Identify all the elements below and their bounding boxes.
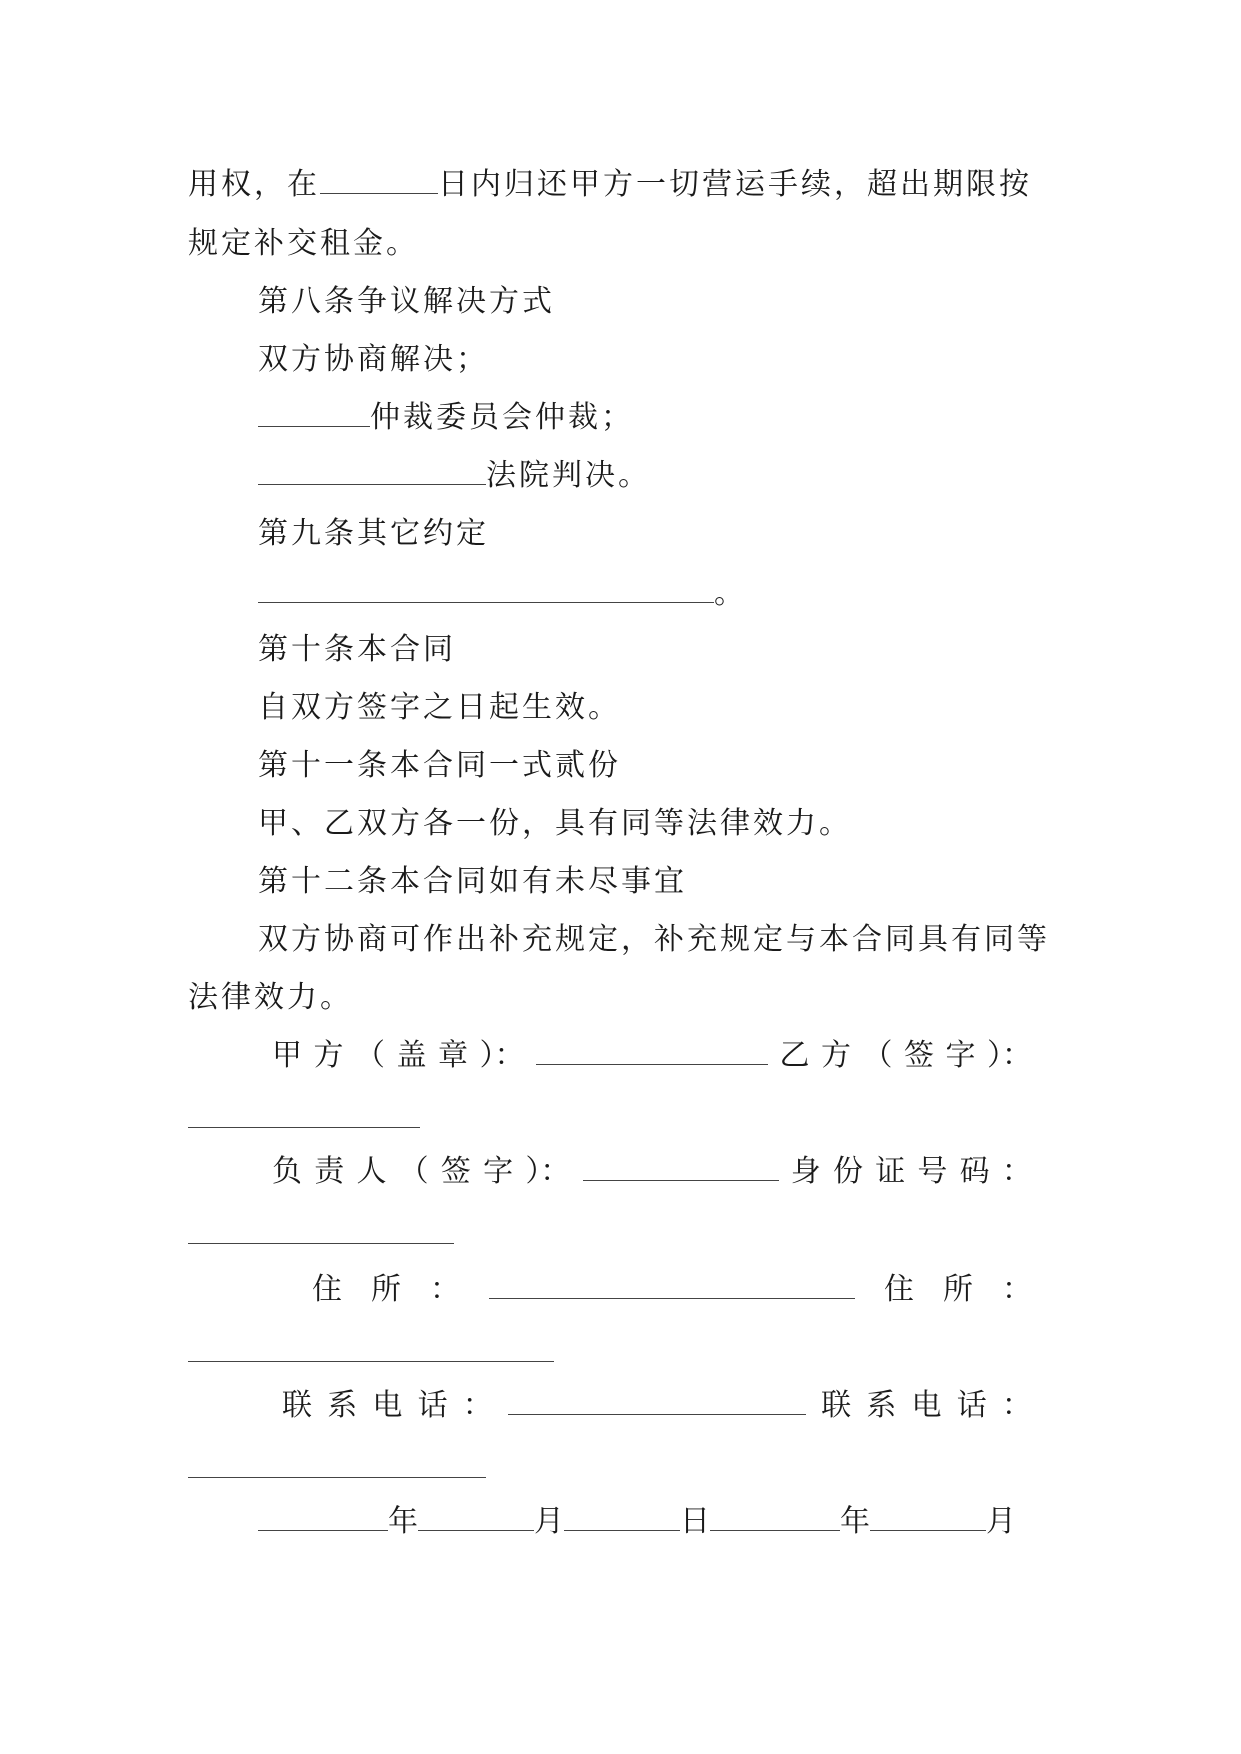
paragraph-line: 规定补交租金。 [188,226,419,261]
month-b-field[interactable] [870,1504,986,1531]
text: 。 [714,576,747,611]
party-b-label-char: （ [862,1038,893,1073]
article-11-text: 甲、乙双方各一份，具有同等法律效力。 [258,806,852,841]
article-9-title: 第九条其它约定 [258,516,489,551]
party-a-label-char: 章 [438,1038,468,1073]
blank-field[interactable] [320,167,438,194]
phone-b-label-char: 话 [956,1388,987,1423]
address-a-label-char: ： [430,1272,460,1307]
phone-b-label-char: 电 [911,1388,942,1423]
signature-party-row [272,1036,1032,1076]
signature-person-row [272,1152,1032,1192]
address-b-label-char: 住 [884,1272,914,1307]
paragraph-line [188,165,1032,205]
article-12-title: 第十二条本合同如有未尽事宜 [258,864,687,899]
address-b-field[interactable] [188,1360,554,1362]
year-label: 年 [388,1504,418,1539]
address-a-field[interactable] [489,1272,855,1299]
person-label-char: 负 [272,1154,302,1189]
party-a-label-char: 盖 [396,1038,427,1073]
party-a-label-char: 方 [313,1038,344,1073]
signature-address-row [312,1270,1032,1310]
id-label-char: 身 [790,1154,821,1189]
text: 法院判决。 [486,458,651,493]
address-a-label-char: 住 [312,1272,342,1307]
id-number-field[interactable] [188,1242,454,1244]
article-8-option-3 [258,456,651,496]
person-sign-field[interactable] [583,1154,779,1181]
phone-a-field[interactable] [508,1388,806,1415]
address-b-label-char: ： [1002,1272,1032,1307]
id-label-char: 证 [875,1154,906,1189]
id-label-char: 份 [832,1154,863,1189]
month-label: 月 [986,1504,1016,1539]
signature-phone-row [282,1386,1032,1426]
blank-field[interactable] [258,458,486,485]
party-a-label-char: （ [355,1038,385,1073]
day-a-field[interactable] [564,1504,680,1531]
blank-field[interactable] [258,400,370,427]
person-label-char: （ [398,1154,429,1189]
party-b-label-char: 字 [945,1038,976,1073]
party-b-label-char: 方 [821,1038,851,1073]
person-label-char: 人 [356,1154,387,1189]
blank-field[interactable] [258,576,714,603]
id-label-char: ： [1001,1154,1032,1189]
article-10-text: 自双方签字之日起生效。 [258,690,621,725]
id-label-char: 号 [917,1154,948,1189]
party-b-label-char: ）： [987,1038,1032,1073]
party-b-label-char: 签 [904,1038,934,1073]
year-b-field[interactable] [710,1504,840,1531]
article-8-option-1: 双方协商解决； [258,342,489,377]
signature-date-row [258,1502,1016,1542]
phone-b-label-char: 联 [821,1388,852,1423]
phone-a-label-char: 电 [372,1388,403,1423]
article-9-content [258,574,747,614]
phone-a-label-char: ： [462,1388,493,1423]
phone-b-field[interactable] [188,1476,486,1478]
article-12-text-cont: 法律效力。 [188,980,353,1015]
id-label-char: 码 [959,1154,990,1189]
person-label-char: 责 [314,1154,345,1189]
phone-a-label-char: 话 [417,1388,448,1423]
article-8-title: 第八条争议解决方式 [258,284,555,319]
party-a-seal-field[interactable] [536,1038,768,1065]
address-a-label-char: 所 [371,1272,401,1307]
phone-a-label-char: 系 [327,1388,358,1423]
month-a-field[interactable] [418,1504,534,1531]
year-label: 年 [840,1504,870,1539]
day-label: 日 [680,1504,710,1539]
month-label: 月 [534,1504,564,1539]
address-b-label-char: 所 [943,1272,973,1307]
party-b-sign-field[interactable] [188,1126,420,1128]
year-a-field[interactable] [258,1504,388,1531]
article-12-text: 双方协商可作出补充规定，补充规定与本合同具有同等 [258,922,1050,957]
person-label-char: ）： [525,1154,571,1189]
phone-b-label-char: ： [1001,1388,1032,1423]
text: 日内归还甲方一切营运手续，超出期限按 [438,167,1032,202]
text: 仲裁委员会仲裁； [370,400,634,435]
party-a-label-char: 甲 [272,1038,302,1073]
person-label-char: 字 [483,1154,514,1189]
article-10-title: 第十条本合同 [258,632,456,667]
article-8-option-2 [258,398,634,438]
party-b-label-char: 乙 [779,1038,810,1073]
party-a-label-char: ）： [479,1038,525,1073]
person-label-char: 签 [440,1154,471,1189]
phone-b-label-char: 系 [866,1388,897,1423]
text: 用权，在 [188,167,320,202]
phone-a-label-char: 联 [282,1388,312,1423]
article-11-title: 第十一条本合同一式贰份 [258,748,621,783]
